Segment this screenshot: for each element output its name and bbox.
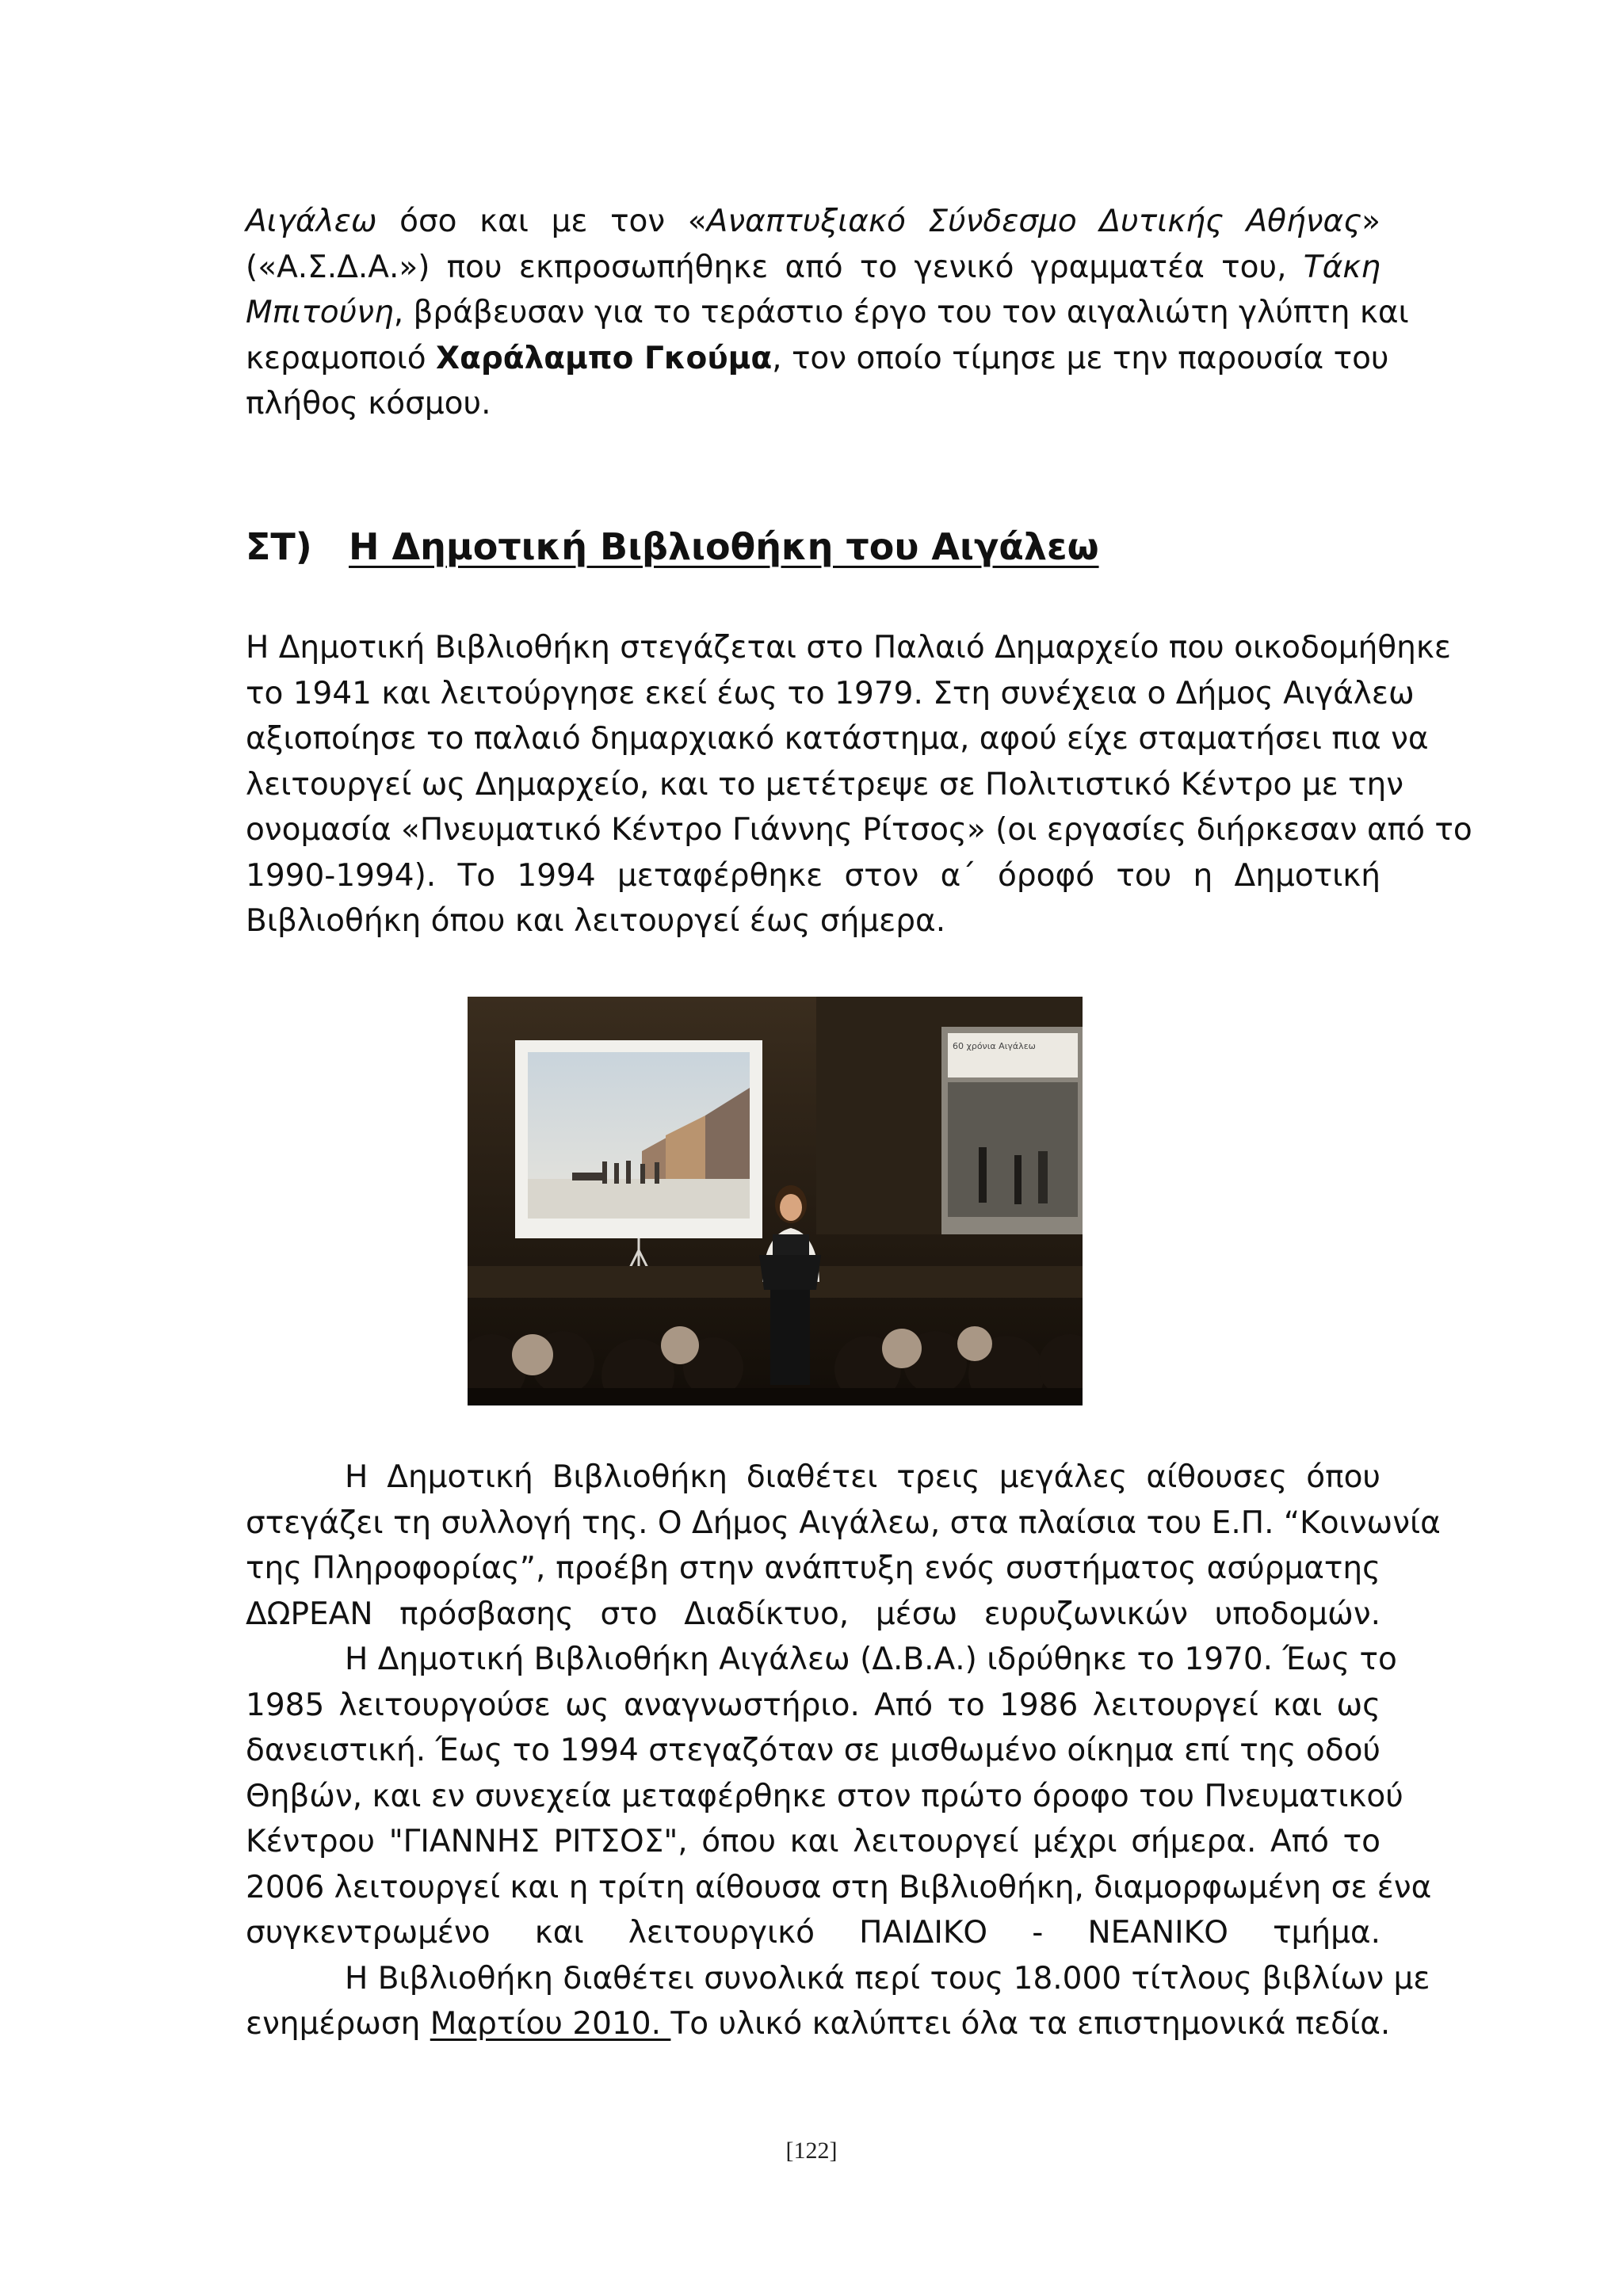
para1-line-3 <box>246 290 1409 336</box>
paragraph-line: 1985 λειτουργούσε ως αναγνωστήριο. Από το 1986 λειτουργεί και ως <box>246 1687 1381 1723</box>
text-span: Αιγάλεω <box>246 204 377 239</box>
intro-paragraph <box>246 199 1409 427</box>
paragraph-line: αξιοποίησε το παλαιό δημαρχιακό κατάστημα, αφού είχε σταματήσει πια να <box>246 721 1429 757</box>
paragraph-line: 1990-1994). Το 1994 μεταφέρθηκε στον α΄ όροφό του η Δημοτική <box>246 857 1381 894</box>
paragraph-line: στεγάζει τη συλλογή της. Ο Δήμος Αιγάλεω, στα πλαίσια του Ε.Π. “Κοινωνία <box>246 1505 1441 1541</box>
para1-line-4 <box>246 336 1389 382</box>
text-span: («Α.Σ.Δ.Α.») που εκπροσωπήθηκε από το γενικό γραμματέα του, <box>246 249 1304 285</box>
para1-line-1 <box>246 199 1381 245</box>
paragraph-line: το 1941 και λειτούργησε εκεί έως το 1979. Στη συνέχεια ο Δήμος Αιγάλεω <box>246 675 1415 711</box>
paragraph-line: ΔΩΡΕΑΝ πρόσβασης στο Διαδίκτυο, μέσω ευρυζωνικών υποδομών. <box>246 1596 1381 1632</box>
event-photo <box>468 997 1083 1405</box>
library-history-paragraph <box>246 625 1472 944</box>
section-heading <box>246 523 1099 570</box>
paragraph-line: της Πληροφορίας”, προέβη στην ανάπτυξη ενός συστήματος ασύρματης <box>246 1550 1381 1586</box>
text-span: Μπιτούνη <box>246 295 394 330</box>
text-span: όσο και με τον « <box>376 204 707 239</box>
paragraph-line: ονομασία «Πνευματικό Κέντρο Γιάννης Ρίτσος» (οι εργασίες διήρκεσαν από το <box>246 812 1472 848</box>
paragraph-line: Βιβλιοθήκη όπου και λειτουργεί έως σήμερα. <box>246 903 946 939</box>
paragraph-line: Η Βιβλιοθήκη διαθέτει συνολικά περί τους 18.000 τίτλους βιβλίων με <box>345 1960 1430 1997</box>
text-span: » <box>1361 204 1381 239</box>
text-span: πλήθος κόσμου. <box>246 386 491 421</box>
section-title: Η Δημοτική Βιβλιοθήκη του Αιγάλεω <box>349 525 1099 568</box>
paragraph-line: Η Δημοτική Βιβλιοθήκη διαθέτει τρεις μεγάλες αίθουσες όπου <box>345 1459 1381 1495</box>
text-span: Τάκη <box>1303 249 1381 285</box>
paragraph-line: 2006 λειτουργεί και η τρίτη αίθουσα στη Βιβλιοθήκη, διαμορφωμένη σε ένα <box>246 1869 1432 1905</box>
text-span: Αναπτυξιακό Σύνδεσμο Δυτικής Αθήνας <box>706 204 1362 239</box>
photo-illustration <box>468 997 1083 1405</box>
paragraph-line: Η Δημοτική Βιβλιοθήκη στεγάζεται στο Παλαιό Δημαρχείο που οικοδομήθηκε <box>246 630 1451 666</box>
paragraph-line: Η Δημοτική Βιβλιοθήκη Αιγάλεω (Δ.Β.Α.) ιδρύθηκε το 1970. Έως το <box>345 1642 1397 1677</box>
paragraph-line: Θηβών, και εν συνεχεία μεταφέρθηκε στον πρώτο όροφο του Πνευματικού <box>246 1778 1403 1814</box>
paragraph-line <box>246 2001 1391 2047</box>
section-number: ΣΤ) <box>246 525 312 568</box>
library-services-paragraph <box>246 1455 1441 2047</box>
para1-line-2 <box>246 245 1381 291</box>
underlined-date: Μαρτίου 2010. <box>430 2006 671 2042</box>
paragraph-line: συγκεντρωμένο και λειτουργικό ΠΑΙΔΙΚΟ - ΝΕΑΝΙΚΟ τμήμα. <box>246 1915 1381 1951</box>
text-span: ενημέρωση <box>246 2006 430 2042</box>
paragraph-line: Κέντρου "ΓΙΑΝΝΗΣ ΡΙΤΣΟΣ", όπου και λειτουργεί μέχρι σήμερα. Από το <box>246 1824 1381 1859</box>
text-span: , βράβευσαν για το τεράστιο έργο του τον αιγαλιώτη γλύπτη και <box>393 295 1409 330</box>
text-span: κεραμοποιό <box>246 340 436 376</box>
paragraph-line: δανειστική. Έως το 1994 στεγαζόταν σε μισθωμένο οίκημα επί της οδού <box>246 1733 1381 1768</box>
page-number: [122] <box>785 2138 838 2164</box>
text-span: , τον οποίο τίμησε με την παρουσία του <box>772 340 1389 376</box>
poster-caption: 60 χρόνια Αιγάλεω <box>953 1041 1036 1051</box>
bold-name: Χαράλαμπο Γκούμα <box>436 340 773 376</box>
text-span: Το υλικό καλύπτει όλα τα επιστημονικά πεδία. <box>670 2006 1391 2042</box>
paragraph-line: λειτουργεί ως Δημαρχείο, και το μετέτρεψε σε Πολιτιστικό Κέντρο με την <box>246 766 1404 803</box>
para1-line-5 <box>246 381 1381 427</box>
